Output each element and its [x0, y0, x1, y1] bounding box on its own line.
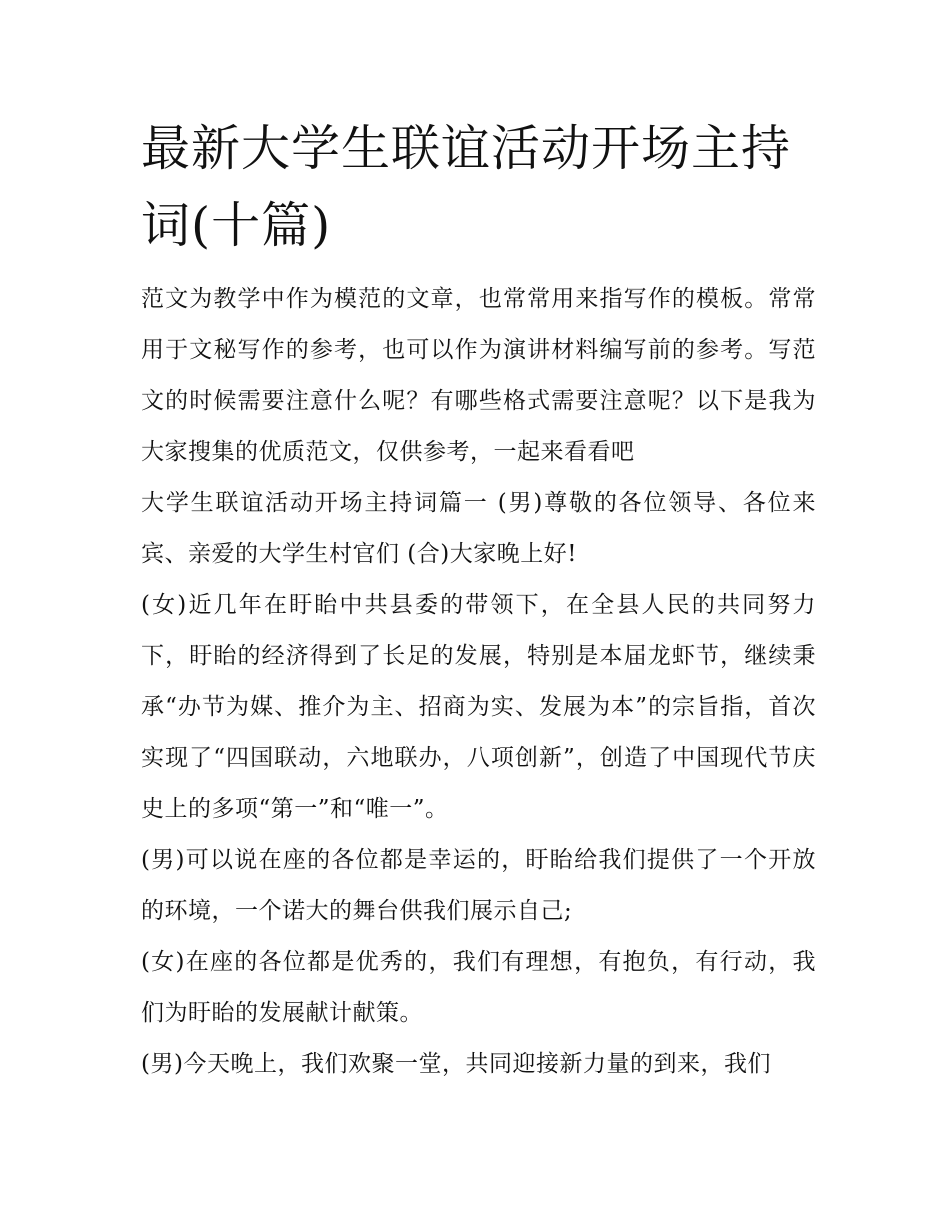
body-paragraph: (女)在座的各位都是优秀的，我们有理想，有抱负，有行动，我们为盱眙的发展献计献策。 — [141, 949, 816, 1026]
body-paragraph: (女)近几年在盱眙中共县委的带领下，在全县人民的共同努力下，盱眙的经济得到了长足的发展，特别是本届龙虾节，继续秉承“办节为媒、推介为主、招商为实、发展为本”的宗旨指，首次实现了“四国联动，六地联办，八项创新”，创造了中国现代节庆史上的多项“第一”和“唯一”。 — [141, 592, 816, 822]
intro-paragraph: 范文为教学中作为模范的文章，也常常用来指写作的模板。常常用于文秘写作的参考，也可以作为演讲材料编写前的参考。写范文的时候需要注意什么呢？有哪些格式需要注意呢？以下是我为大家搜集的优质范文，仅供参考，一起来看看吧 — [141, 286, 816, 465]
body-paragraph: (男)今天晚上，我们欢聚一堂，共同迎接新力量的到来，我们 — [141, 1051, 771, 1077]
body-paragraph: (男)可以说在座的各位都是幸运的，盱眙给我们提供了一个开放的环境，一个诺大的舞台供我们展示自己; — [141, 847, 816, 924]
document-title: 最新大学生联谊活动开场主持词(十篇) — [141, 120, 792, 254]
body-paragraph: 大学生联谊活动开场主持词篇一 (男)尊敬的各位领导、各位来宾、亲爱的大学生村官们 (合)大家晚上好! — [141, 490, 816, 567]
document-page — [141, 110, 816, 1090]
document-body — [141, 274, 816, 1090]
